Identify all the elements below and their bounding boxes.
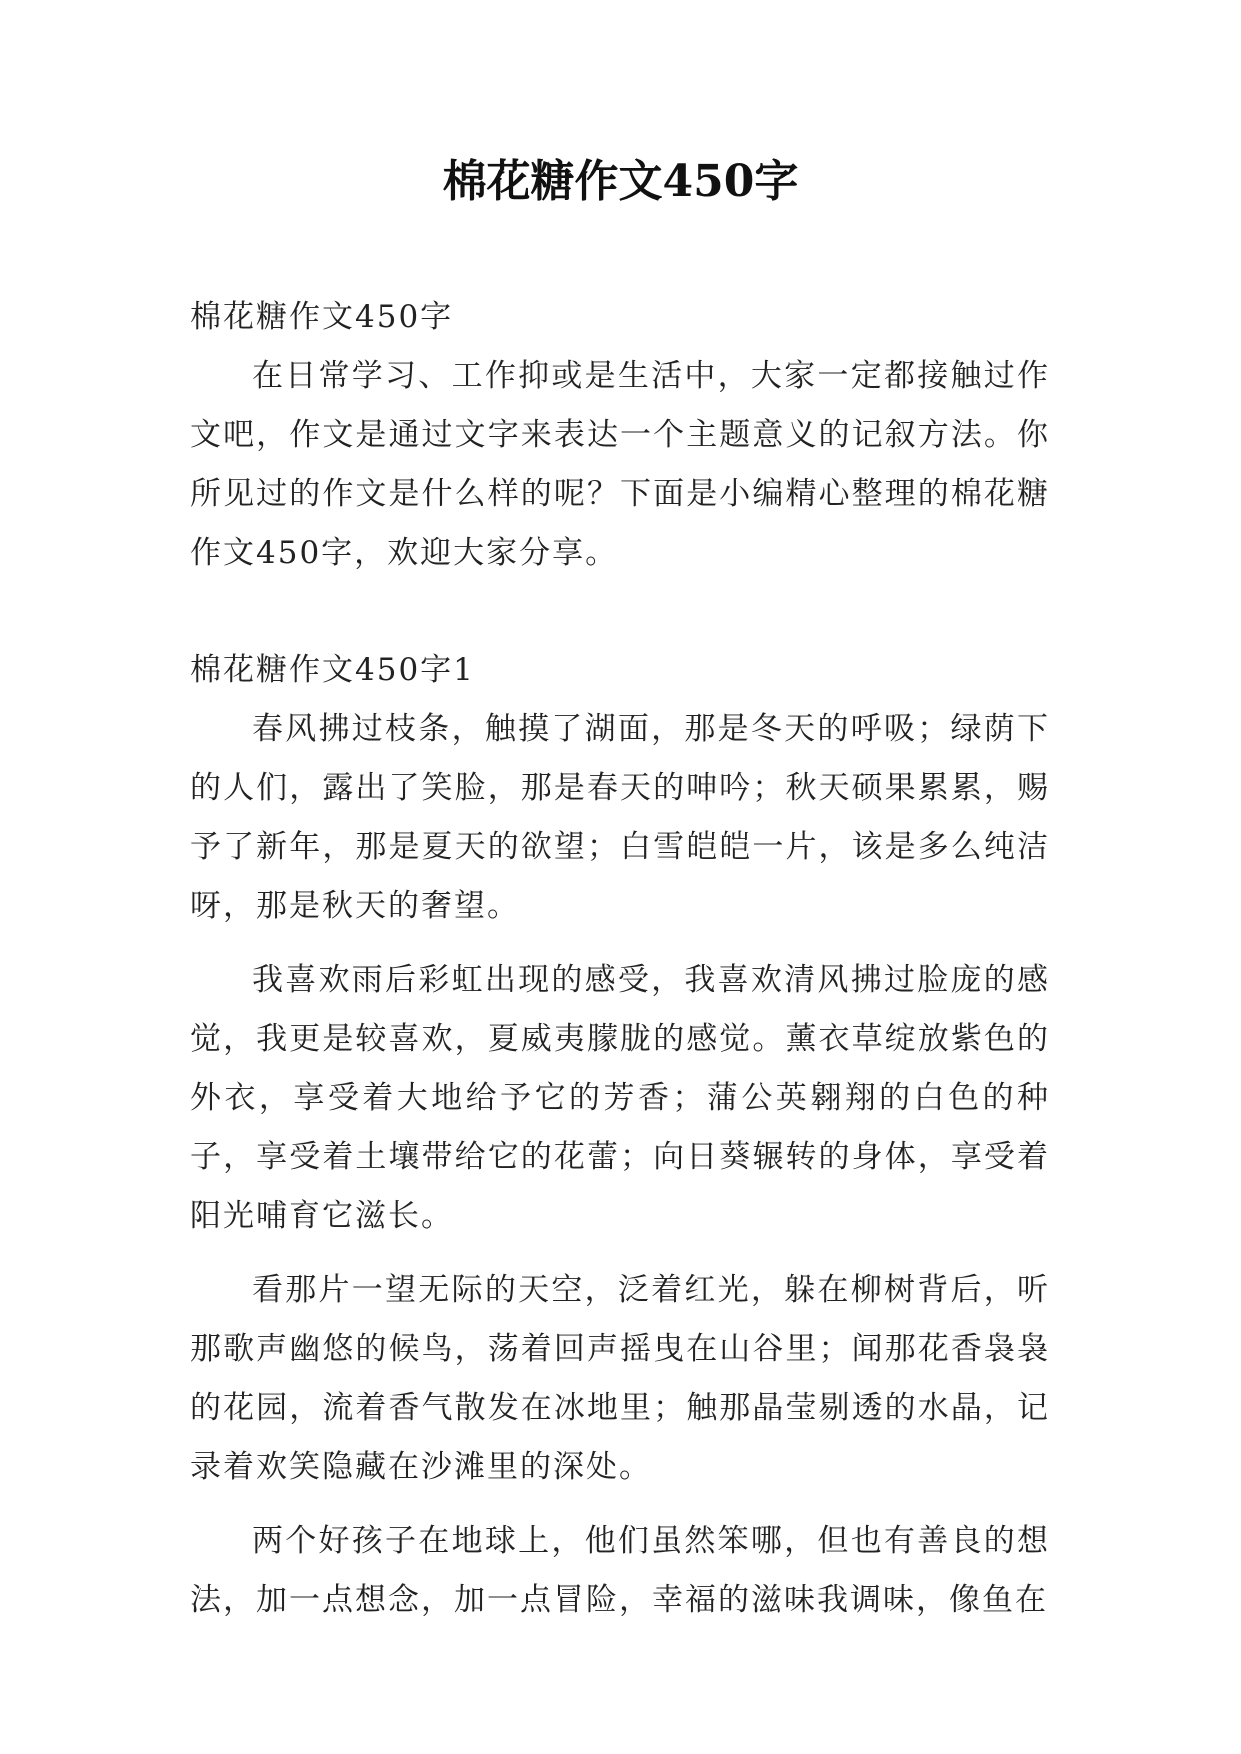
document-body [190, 288, 1050, 1630]
paragraph-3: 看那片一望无际的天空，泛着红光，躲在柳树背后，听那歌声幽悠的候鸟，荡着回声摇曳在山谷里；闻那花香袅袅的花园，流着香气散发在冰地里；触那晶莹剔透的水晶，记录着欢笑隐藏在沙滩里的深处。 [190, 1272, 1050, 1485]
document-title: 棉花糖作文450字 [442, 156, 799, 207]
paragraph-2: 我喜欢雨后彩虹出现的感受，我喜欢清风拂过脸庞的感觉，我更是较喜欢，夏威夷朦胧的感觉。薰衣草绽放紫色的外衣，享受着大地给予它的芳香；蒲公英翱翔的白色的种子，享受着土壤带给它的花蕾；向日葵辗转的身体，享受着阳光哺育它滋长。 [190, 962, 1050, 1234]
paragraph-4: 两个好孩子在地球上，他们虽然笨哪，但也有善良的想法，加一点想念，加一点冒险，幸福的滋味我调味，像鱼在 [190, 1523, 1050, 1618]
paragraph-1: 春风拂过枝条，触摸了湖面，那是冬天的呼吸；绿荫下的人们，露出了笑脸，那是春天的呻吟；秋天硕果累累，赐予了新年，那是夏天的欲望；白雪皑皑一片，该是多么纯洁呀，那是秋天的奢望。 [190, 711, 1050, 924]
section-heading: 棉花糖作文450字1 [190, 652, 475, 688]
intro-paragraph: 在日常学习、工作抑或是生活中，大家一定都接触过作文吧，作文是通过文字来表达一个主题意义的记叙方法。你所见过的作文是什么样的呢？下面是小编精心整理的棉花糖作文450字，欢迎大家分享。 [190, 358, 1050, 571]
intro-heading: 棉花糖作文450字 [190, 299, 454, 335]
